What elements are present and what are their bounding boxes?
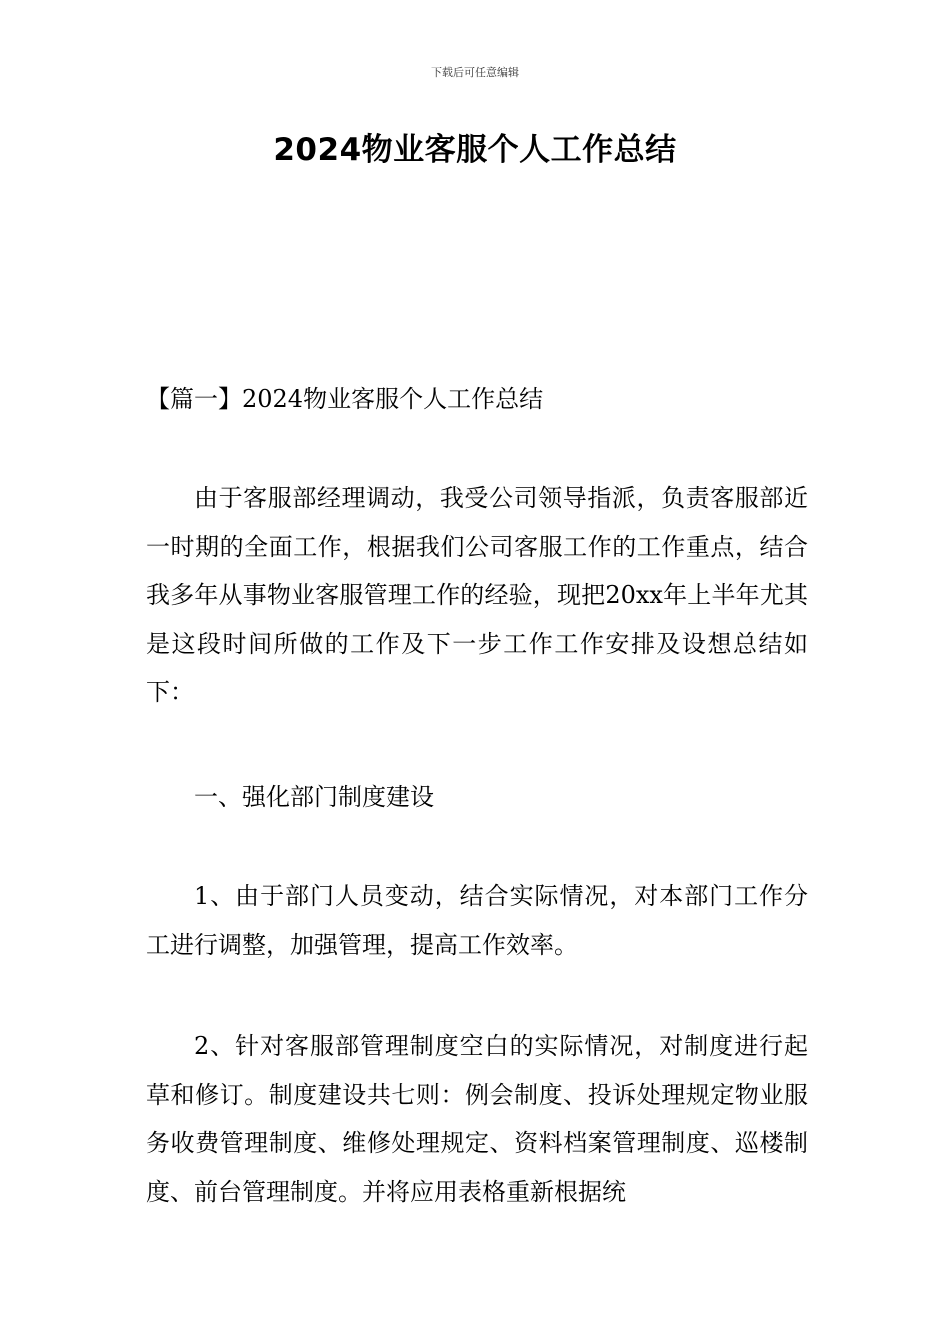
paragraph-intro: 由于客服部经理调动，我受公司领导指派，负责客服部近一时期的全面工作，根据我们公司客服工作的工作重点，结合我多年从事物业客服管理工作的经验，现把20xx年上半年尤其是这段时间所做的工作及下一步工作工作安排及设想总结如下： xyxy=(146,484,808,706)
paragraph-item-1: 1、由于部门人员变动，结合实际情况，对本部门工作分工进行调整，加强管理，提高工作效率。 xyxy=(146,882,808,959)
paragraph-item-2: 2、针对客服部管理制度空白的实际情况，对制度进行起草和修订。制度建设共七则：例会制度、投诉处理规定物业服务收费管理制度、维修处理规定、资料档案管理制度、巡楼制度、前台管理制度。并将应用表格重新根据统 xyxy=(146,1032,808,1206)
document-title: 2024物业客服个人工作总结 xyxy=(273,132,677,168)
paragraph-heading-1: 一、强化部门制度建设 xyxy=(194,783,434,811)
header-note: 下载后可任意编辑 xyxy=(431,66,519,79)
section-heading: 【篇一】2024物业客服个人工作总结 xyxy=(146,385,544,413)
